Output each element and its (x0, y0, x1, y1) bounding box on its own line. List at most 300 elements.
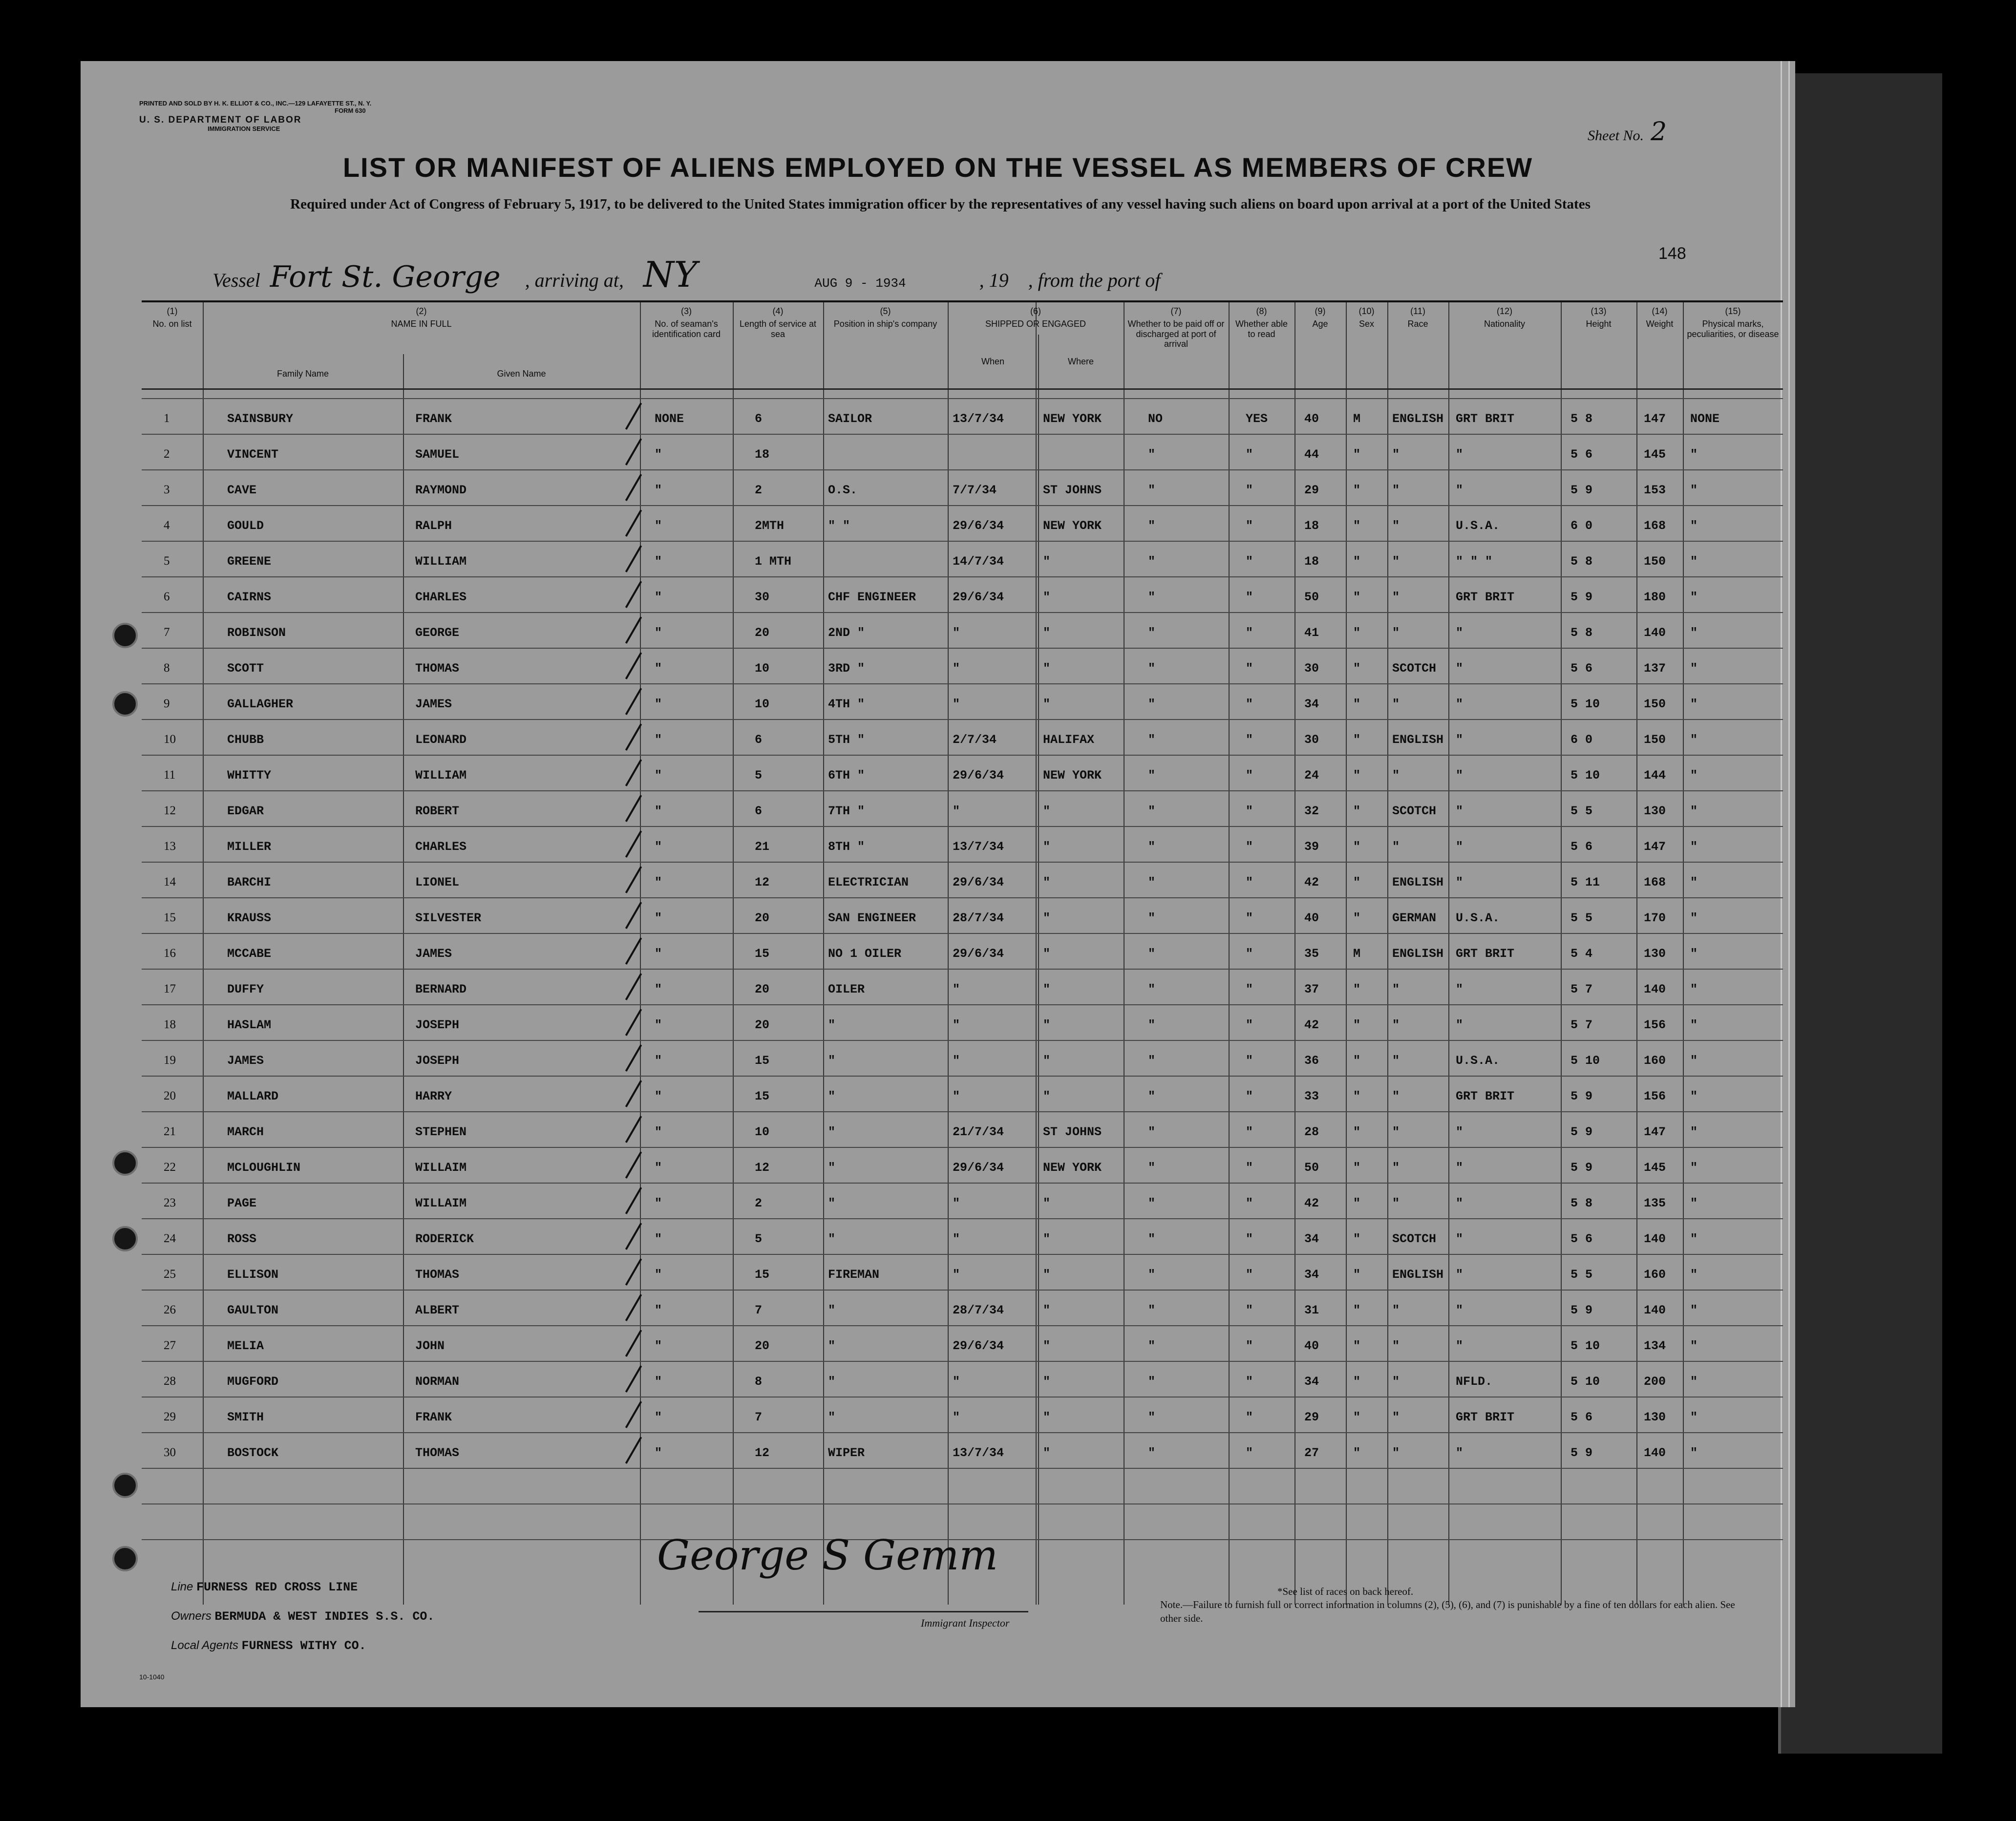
id-card: " (655, 768, 662, 783)
physical-marks: " (1690, 1232, 1698, 1246)
sex: " (1353, 1196, 1361, 1210)
sex: " (1353, 1125, 1361, 1139)
column-header-no: No. on list (152, 319, 192, 329)
race: ENGLISH (1392, 412, 1444, 426)
shipped-where: " (1043, 626, 1051, 640)
shipped-when: " (953, 1410, 960, 1424)
shipped-when: 29/6/34 (953, 519, 1004, 533)
vessel-name: Fort St. George (270, 260, 501, 294)
height: 5 8 (1570, 554, 1593, 569)
given-name: LIONEL (415, 875, 460, 889)
shipped-when: 21/7/34 (953, 1125, 1004, 1139)
position: " (828, 1125, 836, 1139)
nationality: GRT BRIT (1456, 1089, 1515, 1103)
header-bottom-rule (142, 388, 1783, 390)
shipped-where: " (1043, 1054, 1051, 1068)
shipped-when: 29/6/34 (953, 947, 1004, 961)
column-number: (15) (1725, 306, 1741, 316)
shipped-where: NEW YORK (1043, 768, 1102, 783)
sex: " (1353, 840, 1361, 854)
table-row (142, 804, 1783, 840)
shipped-when: " (953, 1268, 960, 1282)
table-row (142, 733, 1783, 768)
age: 40 (1304, 1339, 1319, 1353)
row-number: 3 (164, 483, 170, 496)
row-number: 15 (164, 911, 176, 924)
id-card: " (655, 590, 662, 604)
family-name: JAMES (227, 1054, 264, 1068)
given-name: CHARLES (415, 590, 467, 604)
age: 18 (1304, 554, 1319, 569)
column-number: (7) (1170, 306, 1182, 316)
table-row (142, 1303, 1783, 1339)
race: " (1392, 626, 1400, 640)
owners-field (171, 1609, 434, 1624)
id-card: " (655, 804, 662, 818)
sex: " (1353, 1268, 1361, 1282)
race: " (1392, 768, 1400, 783)
physical-marks: " (1690, 875, 1698, 889)
age: 44 (1304, 447, 1319, 462)
nationality: U.S.A. (1456, 519, 1500, 533)
shipped-where: " (1043, 1303, 1051, 1317)
nationality: GRT BRIT (1456, 590, 1515, 604)
nationality: GRT BRIT (1456, 947, 1515, 961)
height: 5 7 (1570, 982, 1593, 996)
service-length: 12 (755, 1446, 770, 1460)
table-row (142, 447, 1783, 483)
able-to-read: " (1246, 483, 1253, 497)
service-length: 7 (755, 1303, 763, 1317)
column-header-position: Position in ship's company (833, 319, 937, 329)
id-card: " (655, 1410, 662, 1424)
paid-off: " (1148, 1232, 1156, 1246)
id-card: " (655, 661, 662, 676)
nationality: " (1456, 840, 1464, 854)
shipped-when: " (953, 1232, 960, 1246)
check-mark (625, 402, 642, 430)
given-name: WILLIAM (415, 768, 467, 783)
nationality: " " " (1456, 554, 1493, 569)
column-header-name: NAME IN FULL (391, 319, 452, 329)
shipped-where: " (1043, 840, 1051, 854)
column-header-nationality: Nationality (1484, 319, 1526, 329)
race: " (1392, 1089, 1400, 1103)
age: 36 (1304, 1054, 1319, 1068)
physical-marks: " (1690, 1089, 1698, 1103)
height: 5 9 (1570, 590, 1593, 604)
weight: 147 (1644, 840, 1666, 854)
paid-off: " (1148, 1303, 1156, 1317)
able-to-read: " (1246, 804, 1253, 818)
service-length: 30 (755, 590, 770, 604)
nationality: " (1456, 804, 1464, 818)
shipped-when: 29/6/34 (953, 1161, 1004, 1175)
line-value: FURNESS RED CROSS LINE (196, 1580, 358, 1594)
age: 30 (1304, 661, 1319, 676)
nationality: " (1456, 1018, 1464, 1032)
able-to-read: " (1246, 1446, 1253, 1460)
height: 5 7 (1570, 1018, 1593, 1032)
position: 7TH " (828, 804, 865, 818)
table-row (142, 697, 1783, 733)
column-number: (10) (1358, 306, 1375, 316)
table-row (142, 1161, 1783, 1196)
race: SCOTCH (1392, 804, 1437, 818)
position: " (828, 1018, 836, 1032)
sex: " (1353, 1232, 1361, 1246)
able-to-read: " (1246, 768, 1253, 783)
physical-marks: " (1690, 519, 1698, 533)
able-to-read: " (1246, 1089, 1253, 1103)
row-number: 5 (164, 554, 170, 568)
weight: 144 (1644, 768, 1666, 783)
sex: " (1353, 1375, 1361, 1389)
column-header-given: Given Name (497, 369, 546, 379)
service-length: 10 (755, 661, 770, 676)
id-card: " (655, 1339, 662, 1353)
able-to-read: " (1246, 875, 1253, 889)
service-length: 5 (755, 768, 763, 783)
physical-marks: " (1690, 1018, 1698, 1032)
id-card: " (655, 1303, 662, 1317)
age: 42 (1304, 1196, 1319, 1210)
service-length: 2 (755, 1196, 763, 1210)
id-card: " (655, 1161, 662, 1175)
shipped-where: " (1043, 1410, 1051, 1424)
service-length: 18 (755, 447, 770, 462)
height: 5 6 (1570, 447, 1593, 462)
age: 29 (1304, 483, 1319, 497)
paid-off: " (1148, 911, 1156, 925)
sex: " (1353, 1446, 1361, 1460)
paid-off: " (1148, 590, 1156, 604)
weight: 180 (1644, 590, 1666, 604)
height: 5 8 (1570, 626, 1593, 640)
given-name: THOMAS (415, 1268, 460, 1282)
sex: M (1353, 412, 1361, 426)
position: 3RD " (828, 661, 865, 676)
physical-marks: " (1690, 947, 1698, 961)
service: IMMIGRATION SERVICE (208, 125, 280, 132)
column-number: (13) (1591, 306, 1607, 316)
sheet-number (1588, 117, 1667, 147)
shipped-when: 29/6/34 (953, 1339, 1004, 1353)
paid-off: " (1148, 982, 1156, 996)
id-card: " (655, 1018, 662, 1032)
race: " (1392, 1054, 1400, 1068)
age: 24 (1304, 768, 1319, 783)
row-number: 10 (164, 733, 176, 746)
paid-off: " (1148, 1125, 1156, 1139)
row-number: 16 (164, 947, 176, 960)
sex: " (1353, 1018, 1361, 1032)
sheet-number-label: Sheet No. (1588, 127, 1644, 144)
line-label: Line (171, 1580, 193, 1593)
physical-marks: NONE (1690, 412, 1720, 426)
table-row (142, 590, 1783, 626)
service-length: 2MTH (755, 519, 785, 533)
height: 5 10 (1570, 697, 1600, 711)
paid-off: " (1148, 1054, 1156, 1068)
able-to-read: " (1246, 1375, 1253, 1389)
able-to-read: " (1246, 697, 1253, 711)
family-name: BOSTOCK (227, 1446, 279, 1460)
shipped-when: " (953, 804, 960, 818)
race: " (1392, 840, 1400, 854)
weight: 156 (1644, 1018, 1666, 1032)
id-card: " (655, 911, 662, 925)
age: 41 (1304, 626, 1319, 640)
paid-off: " (1148, 1339, 1156, 1353)
weight: 145 (1644, 1161, 1666, 1175)
race: " (1392, 590, 1400, 604)
service-length: 6 (755, 804, 763, 818)
able-to-read: " (1246, 947, 1253, 961)
weight: 170 (1644, 911, 1666, 925)
paid-off: " (1148, 1268, 1156, 1282)
given-name: JOHN (415, 1339, 445, 1353)
able-to-read: " (1246, 1018, 1253, 1032)
column-header-read: Whether able to read (1235, 319, 1288, 339)
height: 5 11 (1570, 875, 1600, 889)
able-to-read: " (1246, 1268, 1253, 1282)
row-number: 7 (164, 626, 170, 639)
physical-marks: " (1690, 661, 1698, 676)
service-length: 6 (755, 412, 763, 426)
age: 34 (1304, 697, 1319, 711)
nationality: " (1456, 483, 1464, 497)
column-header-marks: Physical marks, peculiarities, or disease (1687, 319, 1779, 339)
nationality: NFLD. (1456, 1375, 1493, 1389)
position: " (828, 1410, 836, 1424)
family-name: EDGAR (227, 804, 264, 818)
id-card: " (655, 483, 662, 497)
shipped-where: HALIFAX (1043, 733, 1095, 747)
race: " (1392, 1410, 1400, 1424)
sex: " (1353, 519, 1361, 533)
table-row (142, 626, 1783, 661)
physical-marks: " (1690, 1446, 1698, 1460)
shipped-where: " (1043, 1268, 1051, 1282)
row-number: 6 (164, 590, 170, 603)
height: 5 5 (1570, 804, 1593, 818)
position: 5TH " (828, 733, 865, 747)
table-row (142, 661, 1783, 697)
weight: 150 (1644, 554, 1666, 569)
given-name: ROBERT (415, 804, 460, 818)
family-name: GREENE (227, 554, 272, 569)
position: 8TH " (828, 840, 865, 854)
agents-label: Local Agents (171, 1639, 238, 1652)
weight: 130 (1644, 804, 1666, 818)
id-card: " (655, 1268, 662, 1282)
age: 33 (1304, 1089, 1319, 1103)
paid-off: " (1148, 519, 1156, 533)
physical-marks: " (1690, 447, 1698, 462)
family-name: HASLAM (227, 1018, 272, 1032)
age: 50 (1304, 590, 1319, 604)
row-number: 22 (164, 1161, 176, 1174)
able-to-read: " (1246, 519, 1253, 533)
punch-hole (112, 623, 138, 648)
shipped-where: " (1043, 697, 1051, 711)
shipped-when: 28/7/34 (953, 911, 1004, 925)
paid-off: " (1148, 1018, 1156, 1032)
nationality: U.S.A. (1456, 1054, 1500, 1068)
position: O.S. (828, 483, 858, 497)
race: " (1392, 1018, 1400, 1032)
shipped-where: NEW YORK (1043, 519, 1102, 533)
height: 5 8 (1570, 1196, 1593, 1210)
id-card: " (655, 519, 662, 533)
shipped-where: " (1043, 1018, 1051, 1032)
inspector-signature: George S Gemm (657, 1531, 998, 1579)
physical-marks: " (1690, 733, 1698, 747)
able-to-read: " (1246, 1196, 1253, 1210)
form-code: 10-1040 (139, 1673, 165, 1681)
shipped-where: " (1043, 911, 1051, 925)
position: " (828, 1339, 836, 1353)
given-name: WILLIAM (415, 554, 467, 569)
nationality: " (1456, 768, 1464, 783)
race: " (1392, 1125, 1400, 1139)
column-number: (8) (1256, 306, 1267, 316)
height: 5 5 (1570, 911, 1593, 925)
given-name: LEONARD (415, 733, 467, 747)
row-number: 9 (164, 697, 170, 710)
page-number: 148 (1658, 244, 1686, 263)
given-name: RODERICK (415, 1232, 474, 1246)
weight: 168 (1644, 519, 1666, 533)
physical-marks: " (1690, 1303, 1698, 1317)
table-row (142, 875, 1783, 911)
able-to-read: " (1246, 1161, 1253, 1175)
age: 29 (1304, 1410, 1319, 1424)
column-header-weight: Weight (1646, 319, 1674, 329)
row-rule (142, 1503, 1783, 1504)
weight: 140 (1644, 1232, 1666, 1246)
position: WIPER (828, 1446, 865, 1460)
nationality: U.S.A. (1456, 911, 1500, 925)
punch-hole (112, 1473, 138, 1498)
position: FIREMAN (828, 1268, 880, 1282)
physical-marks: " (1690, 1125, 1698, 1139)
weight: 140 (1644, 982, 1666, 996)
column-number: (6) (1030, 306, 1041, 316)
nationality: GRT BRIT (1456, 1410, 1515, 1424)
able-to-read: " (1246, 590, 1253, 604)
column-header-where: Where (1067, 357, 1094, 366)
service-length: 15 (755, 1268, 770, 1282)
row-number: 19 (164, 1054, 176, 1067)
weight: 200 (1644, 1375, 1666, 1389)
given-name: CHARLES (415, 840, 467, 854)
position: " (828, 1054, 836, 1068)
column-header-age: Age (1312, 319, 1328, 329)
table-row (142, 483, 1783, 519)
binder-backing (1778, 73, 1942, 1754)
given-name: JAMES (415, 697, 452, 711)
service-length: 20 (755, 1339, 770, 1353)
id-card: " (655, 626, 662, 640)
height: 5 10 (1570, 1054, 1600, 1068)
given-name: THOMAS (415, 661, 460, 676)
able-to-read: " (1246, 1232, 1253, 1246)
age: 39 (1304, 840, 1319, 854)
printer-imprint (139, 100, 371, 133)
position: ELECTRICIAN (828, 875, 909, 889)
sex: " (1353, 1161, 1361, 1175)
position: 4TH " (828, 697, 865, 711)
table-row (142, 982, 1783, 1018)
sex: " (1353, 661, 1361, 676)
arrival-date-stamp: AUG 9 - 1934 (814, 276, 906, 291)
service-length: 8 (755, 1375, 763, 1389)
shipped-where: " (1043, 947, 1051, 961)
position: NO 1 OILER (828, 947, 902, 961)
column-header-family: Family Name (276, 369, 329, 379)
sex: " (1353, 590, 1361, 604)
family-name: VINCENT (227, 447, 279, 462)
given-name: RAYMOND (415, 483, 467, 497)
height: 5 10 (1570, 1375, 1600, 1389)
paid-off: " (1148, 1446, 1156, 1460)
service-length: 20 (755, 626, 770, 640)
position: 2ND " (828, 626, 865, 640)
paid-off: " (1148, 804, 1156, 818)
vessel-line (212, 254, 1160, 295)
service-length: 10 (755, 697, 770, 711)
row-number: 30 (164, 1446, 176, 1459)
family-name: WHITTY (227, 768, 272, 783)
family-name: SCOTT (227, 661, 264, 676)
physical-marks: " (1690, 1339, 1698, 1353)
given-name: JAMES (415, 947, 452, 961)
family-name: CAVE (227, 483, 257, 497)
age: 27 (1304, 1446, 1319, 1460)
id-card: " (655, 697, 662, 711)
position: " (828, 1196, 836, 1210)
sex: " (1353, 1054, 1361, 1068)
family-name: CAIRNS (227, 590, 272, 604)
paid-off: " (1148, 840, 1156, 854)
table-row (142, 1089, 1783, 1125)
id-card: " (655, 1089, 662, 1103)
table-row (142, 1410, 1783, 1446)
family-name: GAULTON (227, 1303, 279, 1317)
race: " (1392, 1339, 1400, 1353)
physical-marks: " (1690, 840, 1698, 854)
column-number: (4) (772, 306, 784, 316)
nationality: " (1456, 1196, 1464, 1210)
service-length: 15 (755, 1089, 770, 1103)
shipped-where: " (1043, 661, 1051, 676)
physical-marks: " (1690, 590, 1698, 604)
weight: 140 (1644, 1303, 1666, 1317)
punch-hole (112, 691, 138, 717)
nationality: " (1456, 661, 1464, 676)
sex: " (1353, 447, 1361, 462)
shipped-where: " (1043, 1339, 1051, 1353)
paid-off: " (1148, 875, 1156, 889)
family-name: GALLAGHER (227, 697, 294, 711)
physical-marks: " (1690, 697, 1698, 711)
column-header-shipped: SHIPPED OR ENGAGED (985, 319, 1086, 329)
shipped-when: " (953, 1196, 960, 1210)
shipped-when: " (953, 1054, 960, 1068)
height: 5 4 (1570, 947, 1593, 961)
